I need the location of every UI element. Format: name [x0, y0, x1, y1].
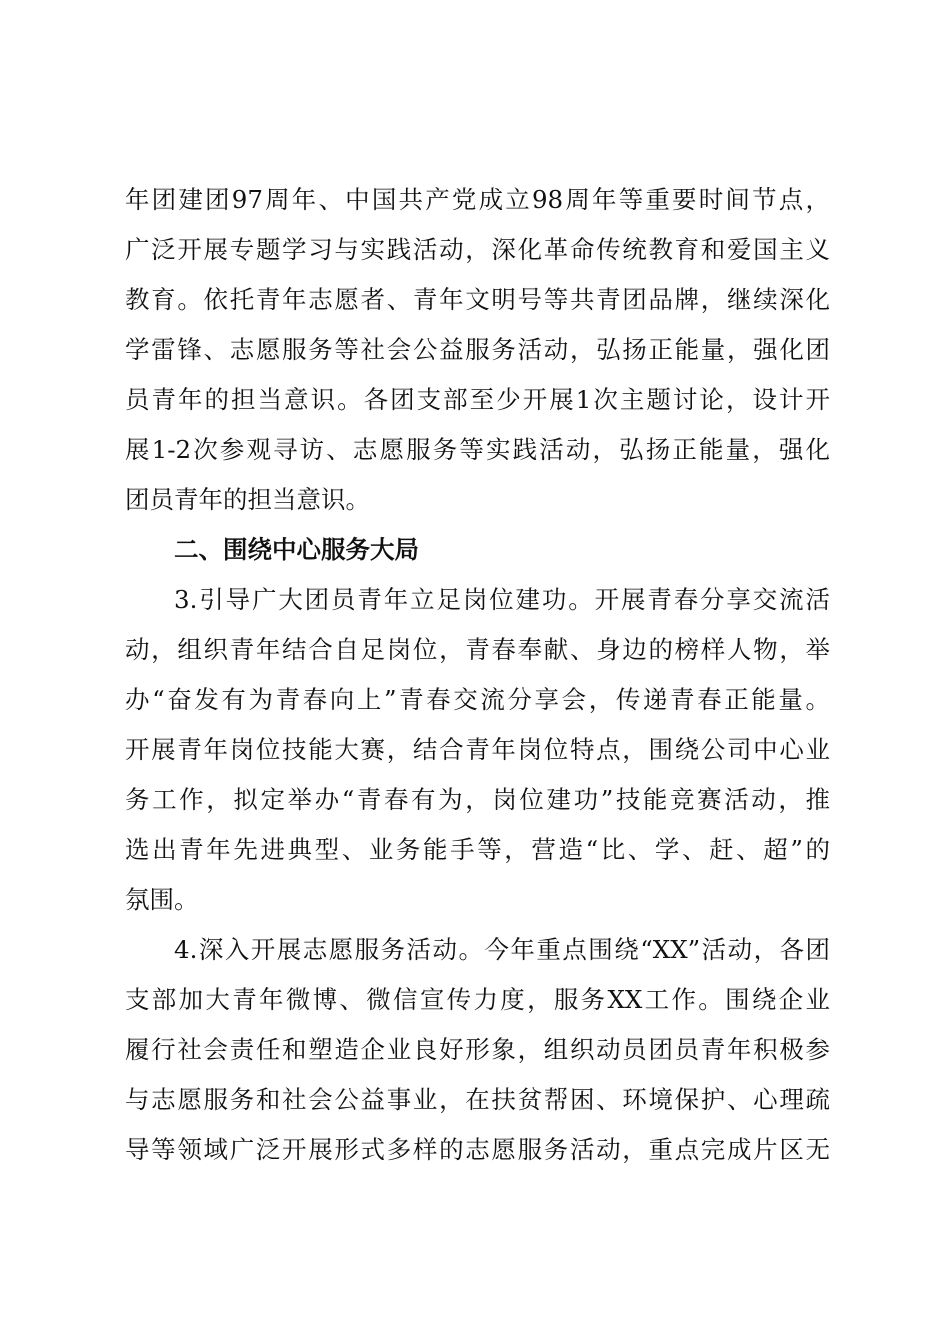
body-text-line: 教育。依托青年志愿者、青年文明号等共青团品牌，继续深化	[125, 285, 830, 314]
body-text-line: 导等领域广泛开展形式多样的志愿服务活动，重点完成片区无	[125, 1135, 830, 1164]
body-text-line: 履行社会责任和塑造企业良好形象，组织动员团员青年积极参	[125, 1035, 830, 1064]
paragraph-first-line: 3.引导广大团员青年立足岗位建功。开展青春分享交流活	[174, 585, 830, 614]
body-text-line: 办“奋发有为青春向上”青春交流分享会，传递青春正能量。	[125, 685, 830, 714]
section-heading: 二、围绕中心服务大局	[174, 535, 419, 564]
body-text-line: 展1-2次参观寻访、志愿服务等实践活动，弘扬正能量，强化	[125, 435, 830, 464]
body-text-line: 选出青年先进典型、业务能手等，营造“比、学、赶、超”的	[125, 835, 830, 864]
body-text-line: 务工作，拟定举办“青春有为，岗位建功”技能竞赛活动，推	[125, 785, 830, 814]
body-text-line: 支部加大青年微博、微信宣传力度，服务XX工作。围绕企业	[125, 985, 830, 1014]
body-text-line: 动，组织青年结合自足岗位，青春奉献、身边的榜样人物，举	[125, 635, 830, 664]
body-text-line: 与志愿服务和社会公益事业，在扶贫帮困、环境保护、心理疏	[125, 1085, 830, 1114]
body-text-line: 团员青年的担当意识。	[125, 485, 370, 514]
body-text-line: 学雷锋、志愿服务等社会公益服务活动，弘扬正能量，强化团	[125, 335, 830, 364]
paragraph-first-line: 4.深入开展志愿服务活动。今年重点围绕“XX”活动，各团	[174, 935, 830, 964]
body-text-line: 广泛开展专题学习与实践活动，深化革命传统教育和爱国主义	[125, 235, 830, 264]
body-text-line: 开展青年岗位技能大赛，结合青年岗位特点，围绕公司中心业	[125, 735, 830, 764]
body-text-line: 氛围。	[125, 885, 199, 914]
body-text-line: 年团建团97周年、中国共产党成立98周年等重要时间节点，	[125, 185, 830, 214]
body-text-line: 员青年的担当意识。各团支部至少开展1次主题讨论，设计开	[125, 385, 830, 414]
